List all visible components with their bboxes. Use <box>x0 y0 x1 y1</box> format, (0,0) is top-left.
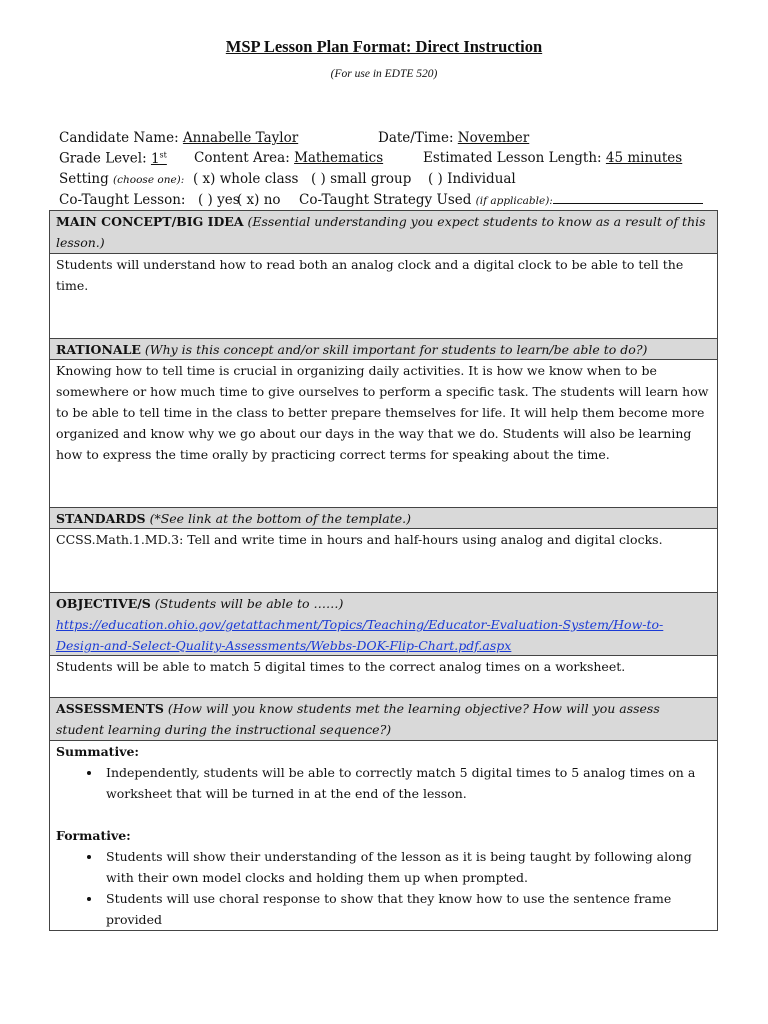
standards-hint: (*See link at the bottom of the template.) <box>149 511 412 526</box>
date-row <box>378 130 529 146</box>
candidate-name: Annabelle Taylor <box>182 130 299 146</box>
strategy-hint: (if applicable): <box>475 195 553 207</box>
date-label: Date/Time: <box>378 130 458 146</box>
rationale-hint: (Why is this concept and/or skill important for students to learn/be able to do?) <box>144 342 648 357</box>
page-subtitle: (For use in EDTE 520) <box>330 68 438 80</box>
cotaught-no: ( x) no <box>237 192 281 208</box>
candidate-row <box>59 130 298 146</box>
cotaught-row <box>59 192 185 208</box>
objectives-hint: (Students will be able to ……) <box>154 596 344 611</box>
setting-label: Setting <box>59 171 114 187</box>
objectives-heading: OBJECTIVE/S <box>56 596 151 611</box>
setting-small-group: ( ) small group <box>311 171 412 187</box>
cotaught-yes: ( ) yes <box>198 192 240 208</box>
standards-header <box>50 508 717 529</box>
date-value: November <box>457 130 530 146</box>
content-value: Mathematics <box>294 150 384 166</box>
summative-label: Summative: <box>56 744 140 759</box>
page-title: MSP Lesson Plan Format: Direct Instruction <box>225 37 543 56</box>
grade-row <box>59 150 167 167</box>
content-label: Content Area: <box>194 150 295 166</box>
rationale-header <box>50 339 717 360</box>
lesson-plan-table <box>49 210 718 931</box>
formative-label: Formative: <box>56 828 131 843</box>
length-value: 45 minutes <box>605 150 683 166</box>
length-label: Estimated Lesson Length: <box>423 150 606 166</box>
setting-hint: (choose one): <box>113 174 185 186</box>
setting-whole-class: ( x) whole class <box>193 171 299 187</box>
standards-body: CCSS.Math.1.MD.3: Tell and write time in hours and half-hours using analog and digital clocks. <box>50 529 717 593</box>
strategy-blank-line <box>553 193 703 204</box>
summative-list <box>56 762 711 804</box>
strategy-label: Co-Taught Strategy Used <box>299 192 476 208</box>
assessments-hint: (How will you know students met the learning objective? How will you assess student learning during the instructional sequence?) <box>56 701 660 737</box>
rationale-body: Knowing how to tell time is crucial in organizing daily activities. It is how we know when to be somewhere or how much time to give ourselves to perform a specific task. The students will learn how to be able to tell time in the class to better prepare themselves for life. It will help them become more organized and know why we go about our days in the way that we do. Students will also be learning how to express the time orally by practicing correct terms for speaking about the time. <box>50 360 717 508</box>
grade-value: 1st <box>150 150 167 167</box>
assessments-heading: ASSESSMENTS <box>56 701 164 716</box>
dok-chart-link[interactable]: https://education.ohio.gov/getattachment/Topics/Teaching/Educator-Evaluation-System/How-to-Design-and-Select-Quality-Assessments/Webbs-DOK-Flip-Chart.pdf.aspx <box>56 617 664 653</box>
list-item: • Independently, students will be able to correctly match 5 digital times to 5 analog times on a worksheet that will be turned in at the end of the lesson. <box>102 762 711 804</box>
setting-row <box>59 171 184 187</box>
grade-label: Grade Level: <box>59 150 151 167</box>
assessments-header <box>50 698 717 741</box>
main-concept-hint: (Essential understanding you expect students to know as a result of this lesson.) <box>56 214 706 250</box>
objectives-header <box>50 593 717 656</box>
assessments-body <box>50 741 717 930</box>
strategy-row <box>299 192 703 208</box>
rationale-heading: RATIONALE <box>56 342 141 357</box>
main-concept-heading: MAIN CONCEPT/BIG IDEA <box>56 214 244 229</box>
list-item: • Students will show their understanding of the lesson as it is being taught by following along with their own model clocks and holding them up when prompted. <box>102 846 711 888</box>
length-row <box>423 150 682 166</box>
standards-heading: STANDARDS <box>56 511 146 526</box>
content-area-row <box>194 150 383 166</box>
cotaught-label: Co-Taught Lesson: <box>59 192 186 208</box>
main-concept-body: Students will understand how to read both an analog clock and a digital clock to be able to tell the time. <box>50 254 717 339</box>
list-item: • Students will use choral response to show that they know how to use the sentence frame provided <box>102 888 711 930</box>
objectives-body: Students will be able to match 5 digital times to the correct analog times on a worksheet. <box>50 656 717 698</box>
candidate-label: Candidate Name: <box>59 130 183 146</box>
setting-individual: ( ) Individual <box>428 171 516 187</box>
main-concept-header <box>50 211 717 254</box>
formative-list <box>56 846 711 930</box>
